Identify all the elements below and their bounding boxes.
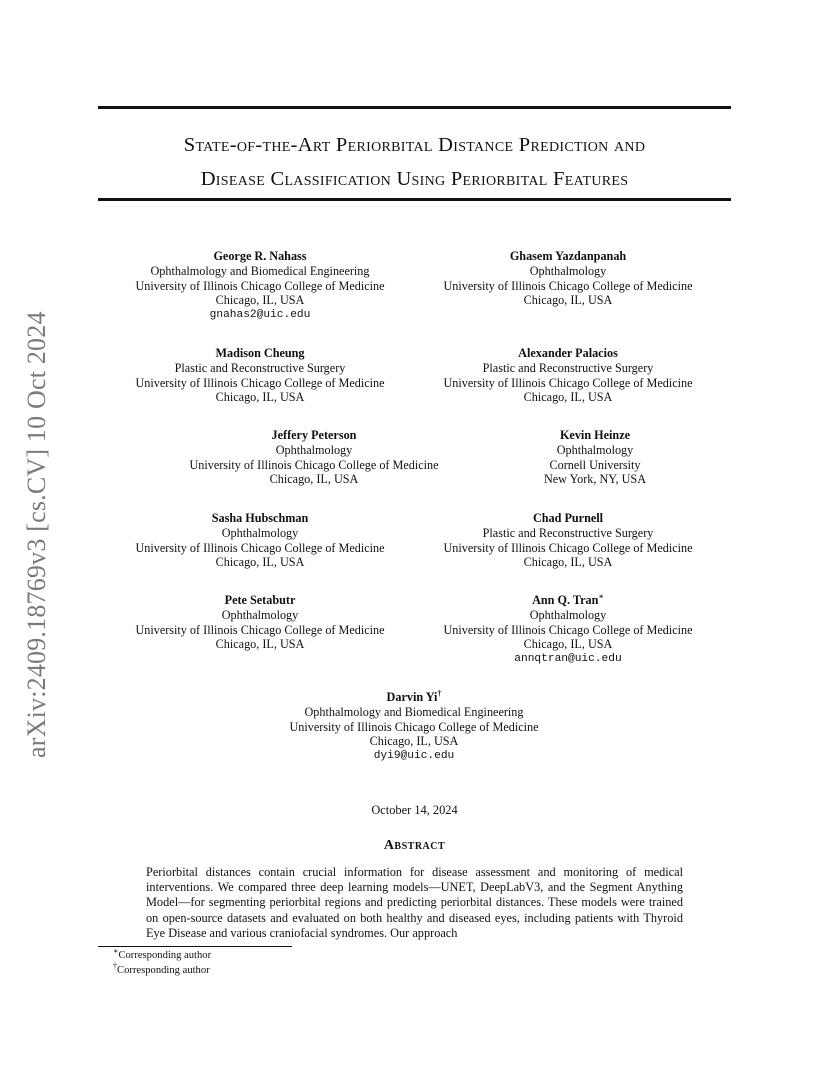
author-dept: Ophthalmology [529,607,607,622]
author-name: George R. Nahass [213,249,307,263]
author-dept: Plastic and Reconstructive Surgery [482,525,654,540]
footnote-rule [98,946,292,947]
author-dept: Ophthalmology and Biomedical Engineering [304,704,524,719]
author-dept: Ophthalmology [221,607,299,622]
author-block [110,249,410,323]
author-loc: Chicago, IL, USA [523,637,613,652]
author-block [420,593,716,667]
author-block [110,511,410,570]
author-block [110,346,410,405]
author-loc: New York, NY, USA [543,472,647,487]
author-inst: University of Illinois Chicago College of Medicine [443,278,693,293]
author-dept: Ophthalmology [556,442,634,457]
footnote [113,961,210,977]
author-dept: Ophthalmology [275,442,353,457]
author-dept: Ophthalmology [529,263,607,278]
author-name: Sasha Hubschman [211,511,309,525]
author-block [420,346,716,405]
author-name: Chad Purnell [532,511,604,525]
author-name: Alexander Palacios [518,346,618,360]
author-loc: Chicago, IL, USA [215,390,305,405]
author-loc: Chicago, IL, USA [369,734,459,749]
author-name: Jeffery Peterson [271,428,357,442]
author-name: Kevin Heinze [559,428,631,442]
author-email[interactable]: gnahas2@uic.edu [209,309,311,322]
title-bottom-rule [98,198,731,201]
author-inst: University of Illinois Chicago College of Medicine [443,540,693,555]
author-loc: Chicago, IL, USA [215,637,305,652]
footnote-mark: ∗ [598,591,604,601]
author-name-text: Darvin Yi [386,690,438,704]
author-block [110,593,410,652]
author-dept: Ophthalmology [221,525,299,540]
title-top-rule [98,106,731,109]
author-block [264,690,564,764]
author-inst: University of Illinois Chicago College of Medicine [189,457,439,472]
title-line-2: Disease Classification Using Periorbital Features [200,168,629,190]
author-inst: University of Illinois Chicago College of Medicine [443,622,693,637]
footnote-mark: † [437,688,442,698]
author-name: Madison Cheung [215,346,305,360]
author-block [164,428,464,487]
footnote-text: Corresponding author [117,965,210,976]
author-block [420,511,716,570]
author-dept: Plastic and Reconstructive Surgery [174,360,346,375]
author-name [420,593,716,608]
author-inst: University of Illinois Chicago College of Medicine [135,278,385,293]
author-email[interactable]: annqtran@uic.edu [514,653,622,666]
footnote-mark: ∗ [113,946,119,956]
author-inst: University of Illinois Chicago College of Medicine [443,375,693,390]
author-loc: Chicago, IL, USA [269,472,359,487]
author-name-text: Ann Q. Tran [532,593,599,607]
author-block [515,428,675,487]
paper-title [98,128,731,196]
author-name [264,690,564,705]
author-name: Pete Setabutr [224,593,296,607]
footnote [113,946,212,962]
footnote-mark: † [113,961,117,971]
author-name: Ghasem Yazdanpanah [509,249,627,263]
author-loc: Chicago, IL, USA [523,555,613,570]
author-email[interactable]: dyi9@uic.edu [373,750,455,763]
author-loc: Chicago, IL, USA [215,293,305,308]
author-dept: Ophthalmology and Biomedical Engineering [150,263,370,278]
author-loc: Chicago, IL, USA [523,293,613,308]
author-inst: University of Illinois Chicago College of Medicine [135,540,385,555]
author-loc: Chicago, IL, USA [215,555,305,570]
abstract-text: Periorbital distances contain crucial information for disease assessment and monitoring of medical interventions. We compared three deep learning models—UNET, DeepLabV3, and the Segment Anything Model—for segmenting periorbital regions and predicting periorbital distances. These models were trained on open-source datasets and evaluated on both healthy and diseased eyes, including patients with Thyroid Eye Disease and various craniofacial syndromes. Our approach [146,865,683,940]
footnote-text: Corresponding author [118,950,212,961]
paper-date: October 14, 2024 [371,803,458,817]
author-inst: University of Illinois Chicago College of Medicine [135,622,385,637]
author-dept: Plastic and Reconstructive Surgery [482,360,654,375]
abstract-heading: Abstract [383,838,446,853]
author-block [420,249,716,308]
author-inst: University of Illinois Chicago College of Medicine [289,719,539,734]
author-inst: Cornell University [549,457,641,472]
author-loc: Chicago, IL, USA [523,390,613,405]
arxiv-stamp: arXiv:2409.18769v3 [cs.CV] 10 Oct 2024 [22,311,51,758]
author-inst: University of Illinois Chicago College of Medicine [135,375,385,390]
title-line-1: State-of-the-Art Periorbital Distance Prediction and [183,134,646,156]
